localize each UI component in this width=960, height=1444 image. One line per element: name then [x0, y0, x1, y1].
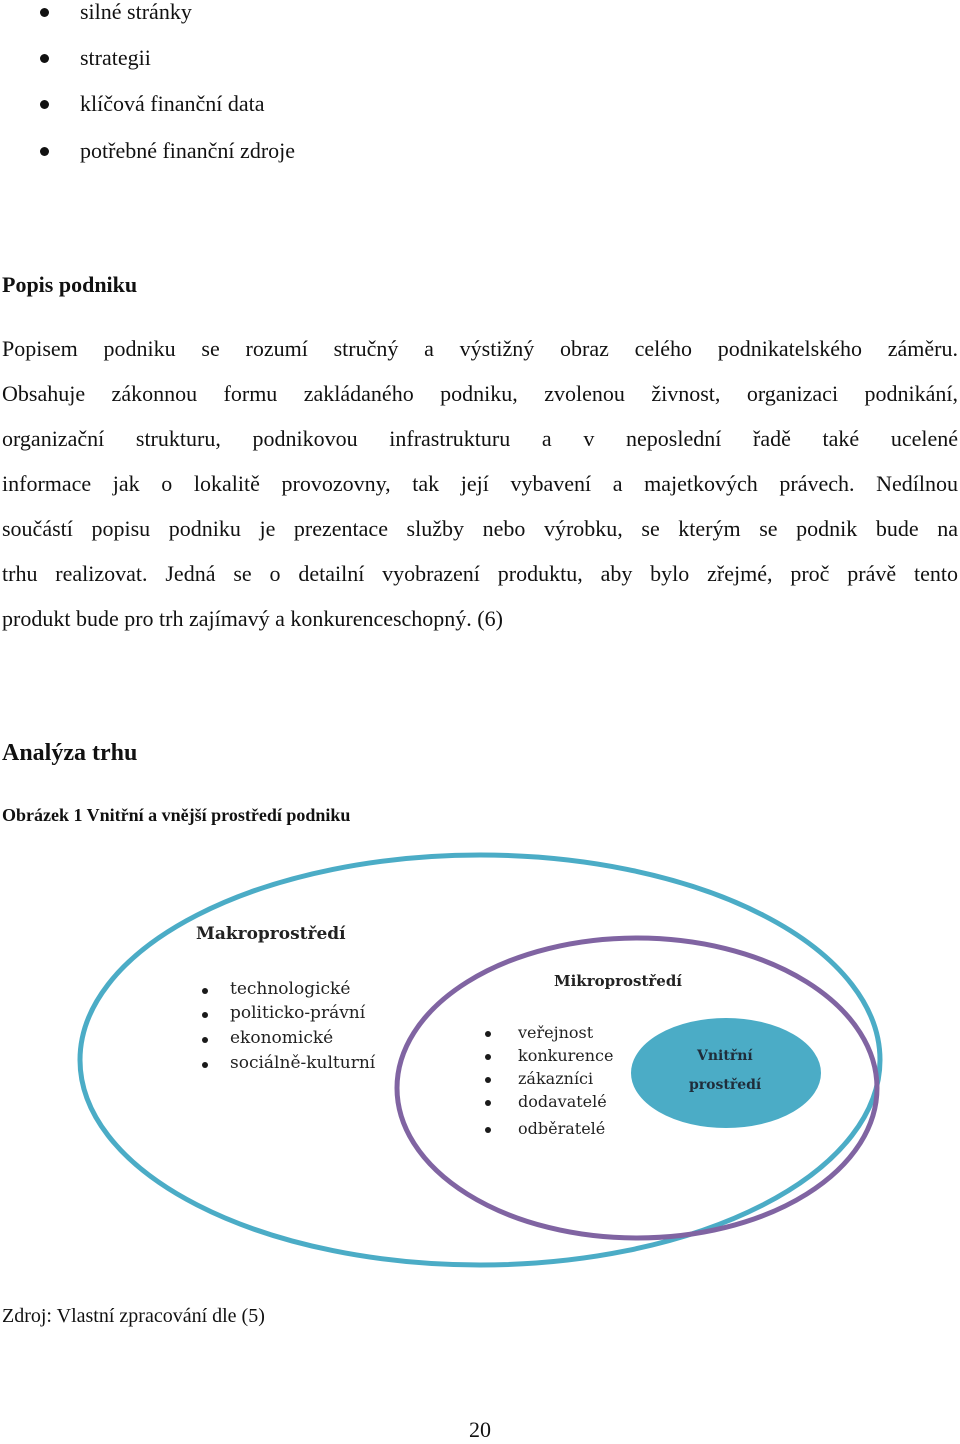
micro-item: odběratelé — [518, 1119, 606, 1138]
list-item — [0, 0, 500, 27]
bullet-icon — [40, 100, 49, 109]
inner-environment-label: prostředí — [689, 1077, 762, 1093]
list-item — [0, 89, 500, 119]
bullet-icon — [40, 147, 49, 156]
micro-item: dodavatelé — [518, 1092, 607, 1111]
figure-source: Zdroj: Vlastní zpracování dle (5) — [2, 1305, 265, 1327]
list-item-text: silné stránky — [80, 0, 192, 24]
paragraph-line: Popisem podniku se rozumí stručný a výstižný obraz celého podnikatelského záměru. — [2, 336, 958, 361]
macro-item: politicko-právní — [230, 1003, 366, 1023]
macro-item: technologické — [230, 979, 351, 999]
figure-caption: Obrázek 1 Vnitřní a vnější prostředí podniku — [2, 805, 351, 825]
bullet-icon — [202, 988, 208, 994]
bullet-icon — [40, 8, 49, 17]
bullet-icon — [485, 1127, 491, 1133]
list-item — [0, 136, 500, 166]
bullet-icon — [202, 1062, 208, 1068]
paragraph-line: součástí popisu podniku je prezentace služby nebo výrobku, se kterým se podnik bude na — [2, 516, 958, 541]
inner-environment-ellipse — [630, 1017, 822, 1129]
diagram-canvas — [60, 850, 900, 1270]
bullet-icon — [40, 54, 49, 63]
micro-item: konkurence — [518, 1046, 614, 1065]
section-heading-popis-podniku: Popis podniku — [2, 272, 138, 297]
bullet-icon — [485, 1031, 491, 1037]
environment-diagram — [60, 850, 900, 1270]
page-number: 20 — [469, 1417, 491, 1442]
micro-item: zákazníci — [518, 1069, 594, 1088]
micro-environment-title: Mikroprostředí — [554, 972, 683, 990]
bullet-icon — [485, 1077, 491, 1083]
list-item-text: strategii — [80, 45, 151, 70]
list-item-text: klíčová finanční data — [80, 91, 265, 116]
section-heading-analyza-trhu: Analýza trhu — [2, 740, 138, 766]
paragraph-line: informace jak o lokalitě provozovny, tak její vybavení a majetkových právech. Nedílnou — [2, 471, 958, 496]
inner-environment-label: Vnitřní — [697, 1048, 753, 1064]
macro-environment-title: Makroprostředí — [196, 924, 346, 944]
macro-item: sociálně-kulturní — [230, 1053, 376, 1073]
paragraph-line: trhu realizovat. Jedná se o detailní vyobrazení produktu, aby bylo zřejmé, proč právě tento — [2, 561, 958, 586]
list-item-text: potřebné finanční zdroje — [80, 138, 296, 163]
paragraph-line: produkt bude pro trh zajímavý a konkurenceschopný. (6) — [2, 606, 503, 631]
bullet-icon — [202, 1012, 208, 1018]
paragraph-line: organizační strukturu, podnikovou infrastrukturu a v neposlední řadě také ucelené — [2, 426, 958, 451]
bullet-icon — [485, 1100, 491, 1106]
bullet-icon — [485, 1054, 491, 1060]
micro-item: veřejnost — [518, 1023, 594, 1042]
paragraph-line: Obsahuje zákonnou formu zakládaného podniku, zvolenou živnost, organizaci podnikání, — [2, 381, 958, 406]
list-item — [0, 43, 500, 73]
bullet-icon — [202, 1037, 208, 1043]
macro-item: ekonomické — [230, 1028, 334, 1048]
